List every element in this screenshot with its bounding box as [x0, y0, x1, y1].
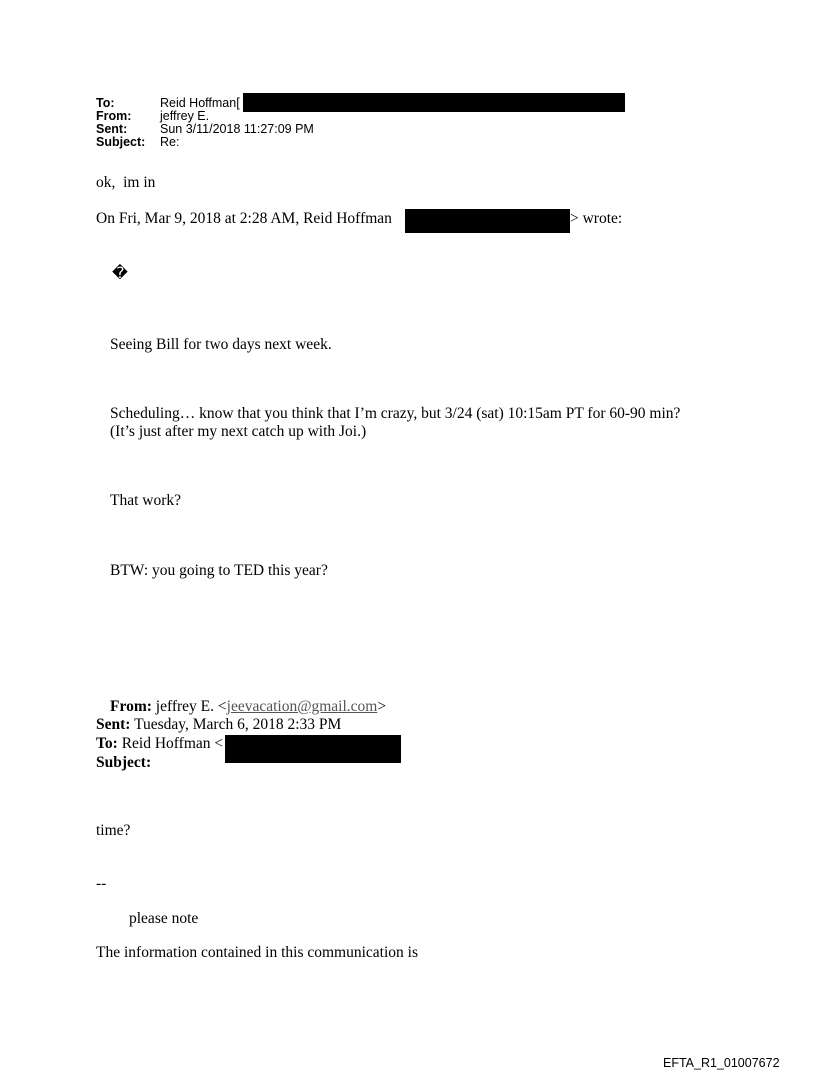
please-note-text: please note [129, 910, 199, 927]
forwarded-subject-label: Subject: [96, 754, 152, 771]
forwarded-to-value: Reid Hoffman < [121, 735, 224, 752]
forwarded-sent-row [96, 716, 341, 734]
forwarded-from-label: From: [110, 698, 152, 715]
header-sent-label: Sent: [96, 122, 128, 136]
header-from-label: From: [96, 109, 132, 123]
quoted-paragraph-2-line-1: Scheduling… know that you think that I’m crazy, but 3/24 (sat) 10:15am PT for 60-90 min? [110, 405, 681, 422]
redaction-box [243, 93, 625, 112]
forwarded-from-name: jeffrey E. < [155, 698, 227, 715]
quoted-paragraph-3: That work? [110, 492, 182, 509]
forwarded-from-close: > [377, 698, 387, 715]
forwarded-to-row [96, 735, 223, 753]
quoted-paragraph-4: BTW: you going to TED this year? [110, 562, 328, 579]
forwarded-from-row [110, 698, 386, 716]
quote-intro-before: On Fri, Mar 9, 2018 at 2:28 AM, Reid Hoffman [96, 210, 392, 227]
replacement-glyph: � [112, 265, 128, 282]
document-id: EFTA_R1_01007672 [663, 1056, 780, 1070]
forwarded-subject-row [96, 754, 151, 772]
header-to-label: To: [96, 96, 115, 110]
forwarded-from-email-link[interactable]: jeevacation@gmail.com [226, 698, 378, 715]
forwarded-to-label: To: [96, 735, 118, 752]
forwarded-sent-label: Sent: [96, 716, 131, 733]
reply-text: ok, im in [96, 174, 156, 191]
forwarded-sent-value: Tuesday, March 6, 2018 2:33 PM [134, 716, 342, 733]
header-subject-value: Re: [160, 135, 180, 149]
header-to-value: Reid Hoffman[ [160, 96, 240, 110]
body-time-text: time? [96, 822, 131, 839]
quote-intro-after: > wrote: [570, 210, 623, 227]
header-subject-row [96, 136, 179, 149]
quoted-paragraph-1: Seeing Bill for two days next week. [110, 336, 332, 353]
redaction-box [405, 209, 570, 233]
redaction-box [225, 735, 401, 763]
signature-dashes: -- [96, 875, 107, 892]
quoted-paragraph-2-line-2: (It’s just after my next catch up with Joi.) [110, 423, 367, 440]
header-sent-value: Sun 3/11/2018 11:27:09 PM [160, 122, 314, 136]
information-text: The information contained in this communication is [96, 944, 418, 961]
header-from-value: jeffrey E. [160, 109, 210, 123]
header-subject-label: Subject: [96, 135, 146, 149]
